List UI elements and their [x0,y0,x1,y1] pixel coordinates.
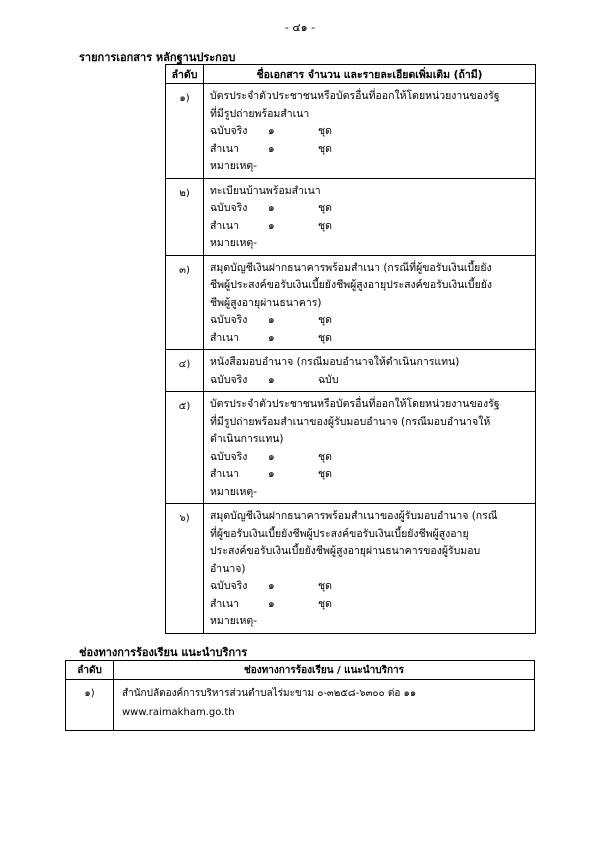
document-detail [204,504,536,634]
document-title-line: สมุดบัญชีเงินฝากธนาคารพร้อมสำเนาของผู้รับมอบอำนาจ (กรณี [210,510,498,522]
original-label: ฉบับจริง [210,373,248,386]
original-copy-line [210,449,531,467]
copy-quantity: ๑ [268,597,275,610]
copy-label: สำเนา [210,597,239,610]
original-unit: ชุด [318,450,332,463]
original-unit: ชุด [318,580,332,592]
original-quantity: ๑ [268,125,275,137]
document-row [166,350,536,392]
copy-unit: ชุด [318,219,332,232]
original-quantity: ๑ [268,373,275,386]
channel-office-phone: สำนักปลัดองค์การบริหารส่วนตำบลไร่มะขาม ๐-๓๒๕๘-๖๓๐๐ ต่อ ๑๑ [122,688,417,699]
document-title-line: บัตรประจำตัวประชาชนหรือบัตรอื่นที่ออกให้โดยหน่วยงานของรัฐ [210,90,500,102]
header-number: ลำดับ [166,65,204,84]
photocopy-line [210,330,531,348]
document-note: หมายเหตุ- [210,237,258,249]
document-detail [204,178,536,255]
document-note: หมายเหตุ- [210,485,258,498]
original-label: ฉบับจริง [210,125,248,137]
document-title-line: ที่มีรูปถ่ายพร้อมสำเนา [210,107,310,120]
original-copy-line [210,200,531,218]
document-title-line: หนังสือมอบอำนาจ (กรณีมอบอำนาจให้ดำเนินการแทน) [210,356,460,368]
document-title-line: สมุดบัญชีเงินฝากธนาคารพร้อมสำเนา (กรณีที่ผู้ขอรับเงินเบี้ยยัง [210,261,492,274]
documents-section-title: รายการเอกสาร หลักฐานประกอบ [79,51,236,64]
document-number: ๓) [166,255,204,350]
photocopy-line [210,218,531,236]
copy-label: สำเนา [210,142,239,155]
copy-quantity: ๑ [268,219,275,232]
header-number: ลำดับ [66,661,114,680]
copy-unit: ชุด [318,331,332,344]
documents-table-header [166,65,536,84]
documents-table [165,64,536,634]
copy-label: สำเนา [210,468,239,480]
document-title-line: ชีพผู้สูงอายุผ่านธนาคาร) [210,296,322,309]
document-number: ๖) [166,504,204,634]
document-detail [204,392,536,504]
original-quantity: ๑ [268,450,275,463]
channel-row [66,680,535,731]
channel-detail [114,680,535,731]
original-quantity: ๑ [268,314,275,326]
copy-unit: ชุด [318,468,332,480]
channel-number: ๑) [66,680,114,731]
document-title-line: บัตรประจำตัวประชาชนหรือบัตรอื่นที่ออกให้โดยหน่วยงานของรัฐ [210,398,500,410]
document-number: ๔) [166,350,204,392]
header-channel-detail: ช่องทางการร้องเรียน / แนะนำบริการ [114,661,535,680]
channels-table-header [66,661,535,680]
photocopy-line [210,596,531,614]
document-number: ๕) [166,392,204,504]
copy-quantity: ๑ [268,142,275,155]
copy-label: สำเนา [210,219,239,232]
copy-label: สำเนา [210,331,239,344]
original-label: ฉบับจริง [210,450,248,463]
document-title-line: ประสงค์ขอรับเงินเบี้ยยังชีพผู้สูงอายุผ่านธนาคารของผู้รับมอบ [210,545,481,557]
original-unit: ฉบับ [318,373,339,386]
copy-unit: ชุด [318,597,332,610]
channel-website: www.raimakham.go.th [122,707,235,718]
original-label: ฉบับจริง [210,580,248,592]
original-copy-line [210,123,531,141]
document-title-line: ที่ผู้ขอรับเงินเบี้ยยังชีพผู้ประสงค์ขอรับเงินเบี้ยยังชีพผู้สูงอายุ [210,527,469,540]
original-label: ฉบับจริง [210,314,248,326]
photocopy-line [210,141,531,159]
document-row [166,255,536,350]
document-row [166,178,536,255]
original-quantity: ๑ [268,202,275,214]
copy-quantity: ๑ [268,331,275,344]
original-copy-line [210,312,531,330]
original-copy-line [210,372,531,390]
copy-unit: ชุด [318,142,332,155]
copy-quantity: ๑ [268,468,275,480]
document-number: ๒) [166,178,204,255]
channels-section-title: ช่องทางการร้องเรียน แนะนำบริการ [79,646,248,659]
original-copy-line [210,578,531,596]
document-note: หมายเหตุ- [210,160,258,172]
original-quantity: ๑ [268,580,275,592]
complaint-channels-table [65,660,535,731]
original-unit: ชุด [318,314,332,326]
original-label: ฉบับจริง [210,202,248,214]
page-number: - ๔๑ - [284,21,316,34]
document-title-line: ทะเบียนบ้านพร้อมสำเนา [210,184,321,197]
document-detail [204,350,536,392]
document-title-line: ชีพผู้ประสงค์ขอรับเงินเบี้ยยังชีพผู้สูงอายุประสงค์ขอรับเงินเบี้ยยัง [210,279,493,291]
original-unit: ชุด [318,202,332,214]
document-row [166,504,536,634]
photocopy-line [210,466,531,484]
document-detail [204,255,536,350]
document-number: ๑) [166,84,204,179]
document-title-line: ที่มีรูปถ่ายพร้อมสำเนาของผู้รับมอบอำนาจ (กรณีมอบอำนาจให้ [210,415,491,428]
document-detail [204,84,536,179]
document-note: หมายเหตุ- [210,615,258,627]
document-row [166,84,536,179]
document-title-line: อำนาจ) [210,562,246,575]
document-row [166,392,536,504]
document-title-line: ดำเนินการแทน) [210,433,284,445]
header-document-detail: ชื่อเอกสาร จำนวน และรายละเอียดเพิ่มเติม (ถ้ามี) [204,65,536,84]
original-unit: ชุด [318,125,332,137]
